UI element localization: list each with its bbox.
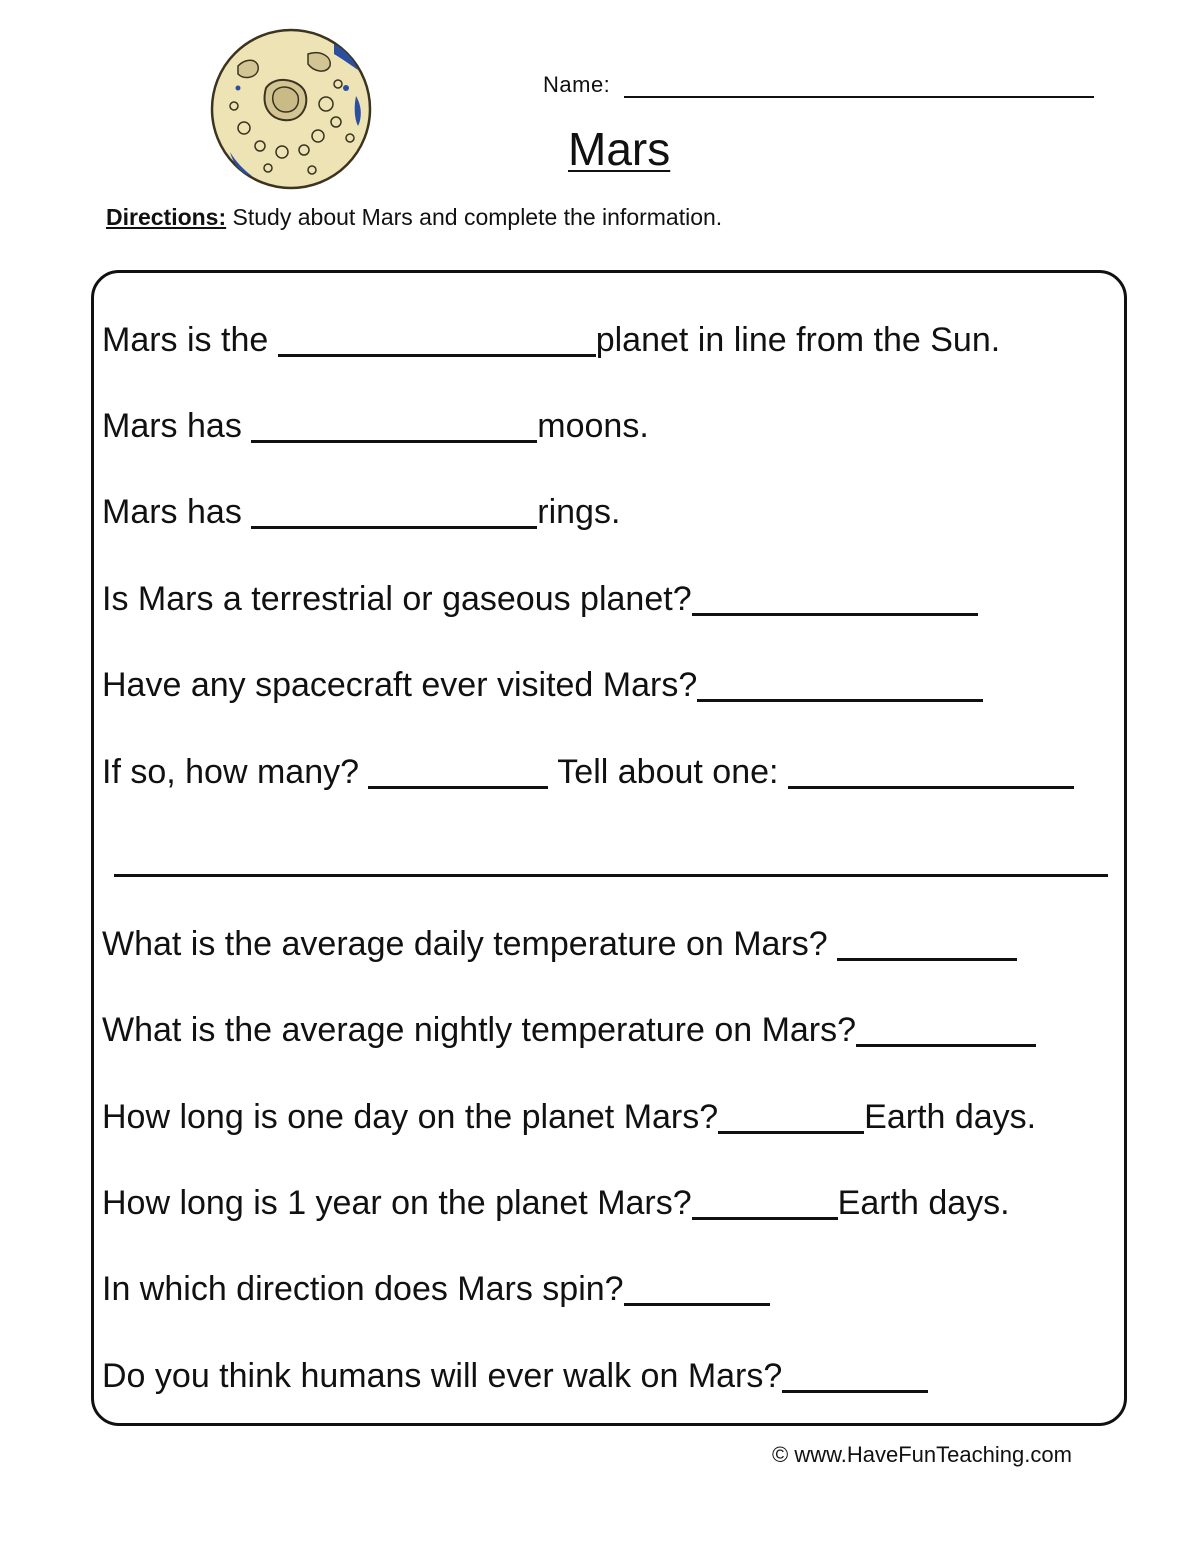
answer-blank-tell[interactable] xyxy=(788,758,1074,789)
page-title: Mars xyxy=(568,123,671,175)
question-text: If so, how many? xyxy=(102,753,369,791)
question-text: What is the average daily temperature on Mars? xyxy=(102,925,838,963)
question-2 xyxy=(102,406,649,446)
answer-blank[interactable] xyxy=(692,1189,838,1220)
question-12 xyxy=(102,1356,928,1396)
answer-blank[interactable] xyxy=(624,1275,770,1306)
answer-blank[interactable] xyxy=(837,930,1017,961)
question-text-middle: Tell about one: xyxy=(548,753,788,791)
answer-blank[interactable] xyxy=(278,326,596,357)
directions-text: Study about Mars and complete the information. xyxy=(232,204,723,230)
question-text-after: Earth days. xyxy=(864,1098,1037,1136)
answer-blank[interactable] xyxy=(251,498,537,529)
name-label: Name: xyxy=(543,72,611,97)
question-text: Mars has xyxy=(102,493,252,531)
answer-blank[interactable] xyxy=(782,1362,928,1393)
answer-blank[interactable] xyxy=(718,1103,864,1134)
question-4 xyxy=(102,579,978,619)
answer-blank[interactable] xyxy=(697,671,983,702)
question-5 xyxy=(102,665,983,705)
question-text: Is Mars a terrestrial or gaseous planet? xyxy=(102,580,692,618)
answer-blank[interactable] xyxy=(856,1016,1036,1047)
planet-illustration xyxy=(208,26,374,192)
question-9 xyxy=(102,1097,1036,1137)
question-text: How long is one day on the planet Mars? xyxy=(102,1098,719,1136)
question-text: What is the average nightly temperature on Mars? xyxy=(102,1011,857,1049)
answer-blank[interactable] xyxy=(251,412,537,443)
directions xyxy=(106,204,722,231)
question-text: Mars is the xyxy=(102,321,278,359)
answer-blank-long[interactable] xyxy=(114,874,1108,877)
question-text: Do you think humans will ever walk on Mars? xyxy=(102,1357,783,1395)
question-3 xyxy=(102,492,620,532)
question-text-after: planet in line from the Sun. xyxy=(595,321,1001,359)
question-8 xyxy=(102,1010,1036,1050)
question-text: Mars has xyxy=(102,407,252,445)
name-blank-line[interactable] xyxy=(624,96,1094,98)
question-10 xyxy=(102,1183,1010,1223)
question-text: How long is 1 year on the planet Mars? xyxy=(102,1184,692,1222)
question-6 xyxy=(102,752,1074,792)
question-text-after: rings. xyxy=(537,493,621,531)
question-text: Have any spacecraft ever visited Mars? xyxy=(102,666,698,704)
directions-label: Directions: xyxy=(106,204,227,230)
question-11 xyxy=(102,1269,770,1309)
question-text-after: moons. xyxy=(537,407,649,445)
answer-blank-count[interactable] xyxy=(368,758,548,789)
question-text-after: Earth days. xyxy=(837,1184,1010,1222)
answer-blank[interactable] xyxy=(692,585,978,616)
question-7 xyxy=(102,924,1017,964)
question-text: In which direction does Mars spin? xyxy=(102,1270,624,1308)
question-1 xyxy=(102,320,1000,360)
copyright-footer: © www.HaveFunTeaching.com xyxy=(772,1442,1072,1467)
